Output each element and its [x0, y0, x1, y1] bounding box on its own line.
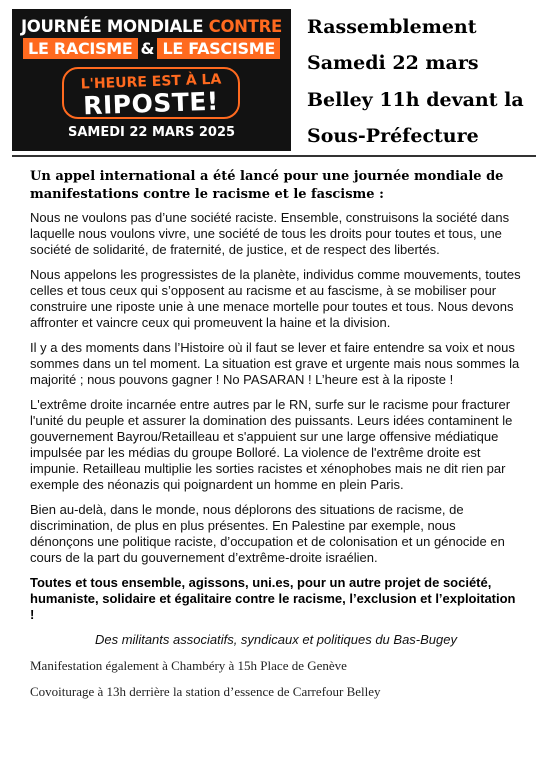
banner-subtitle	[12, 38, 291, 59]
rassemblement-date: Samedi 22 mars	[307, 52, 479, 74]
signature: Des militants associatifs, syndicaux et politiques du Bas-Bugey	[94, 632, 457, 647]
call-to-action: Toutes et tous ensemble, agissons, uni.es, pour un autre projet de société, humaniste, solidaire et égalitaire contre le racisme, l’exclusion et l’exploitation !	[30, 575, 516, 622]
footer-notes	[30, 657, 520, 709]
paragraph: Nous ne voulons pas d’une société raciste. Ensemble, construisons la société dans laquelle nous voulons vivre, une société de tous les droits pour toutes et tous, une société de solidarité, de fraternité, de justice, et de respect des libertés.	[30, 210, 510, 257]
campaign-banner	[12, 9, 291, 151]
paragraph: Il y a des moments dans l’Histoire où il faut se lever et faire entendre sa voix et nous sommes dans un tel moment. La situation est grave et urgente mais nous sommes la majorité ; nous pouvons gagner ! No PASARAN ! L’heure est à la riposte !	[30, 340, 520, 387]
paragraph: Nous appelons les progressistes de la planète, individus comme mouvements, toutes celles et tous ceux qui s’opposent au racisme et au fascisme, à se mobiliser pour construire une riposte unie à une menace mortelle pour toutes et tous. Nous devons affronter et vaincre ceux qui promeuvent la haine et la division.	[30, 267, 521, 330]
banner-racisme-pill: LE RACISME	[23, 38, 137, 59]
intro-heading: Un appel international a été lancé pour une journée mondiale de manifestations contre le racisme et le fascisme :	[30, 169, 504, 202]
banner-fascisme-pill: LE FASCISME	[157, 38, 279, 59]
footer-line-covoiturage: Covoiturage à 13h derrière la station d’essence de Carrefour Belley	[30, 684, 381, 699]
rassemblement-place: Belley 11h devant la	[307, 89, 524, 111]
article-body	[30, 210, 522, 657]
rassemblement-location: Sous-Préfecture	[307, 125, 479, 147]
banner-title-white: JOURNÉE MONDIALE	[20, 17, 204, 36]
footer-line-chambery: Manifestation également à Chambéry à 15h Place de Genève	[30, 658, 347, 673]
banner-date: SAMEDI 22 MARS 2025	[67, 125, 236, 140]
banner-title	[12, 17, 291, 36]
banner-ampersand: &	[140, 39, 155, 58]
rassemblement-line: Rassemblement	[307, 16, 477, 38]
banner-slogan-main: RIPOSTE!	[82, 86, 220, 121]
banner-title-accent: CONTRE	[208, 17, 283, 36]
banner-slogan-box	[62, 67, 240, 119]
banner-slogan-top: L'HEURE EST À LA	[80, 71, 222, 93]
rassemblement-block	[307, 14, 539, 159]
paragraph: Bien au-delà, dans le monde, nous déplorons des situations de racisme, de discrimination, de plus en plus présentes. En Palestine par exemple, nous dénonçons une politique raciste, d’occupation et de colonisation et un génocide en cours de la part du gouvernement d’extrême-droite israélien.	[30, 502, 505, 565]
divider	[12, 155, 536, 157]
paragraph: L'extrême droite incarnée entre autres par le RN, surfe sur le racisme pour fracturer l'unité du peuple et assurer la domination des puissants. Leurs idées contaminent le gouvernement Bayrou/Retailleau et s'appuient sur une large offensive médiatique impulsée par les médias du groupe Bolloré. La violence de l'extrême droite est impunie. Retailleau multiplie les sorties racistes et xénophobes mais ne dit rien par exemple des néonazis qui poignardent un homme en plein Paris.	[30, 397, 513, 492]
